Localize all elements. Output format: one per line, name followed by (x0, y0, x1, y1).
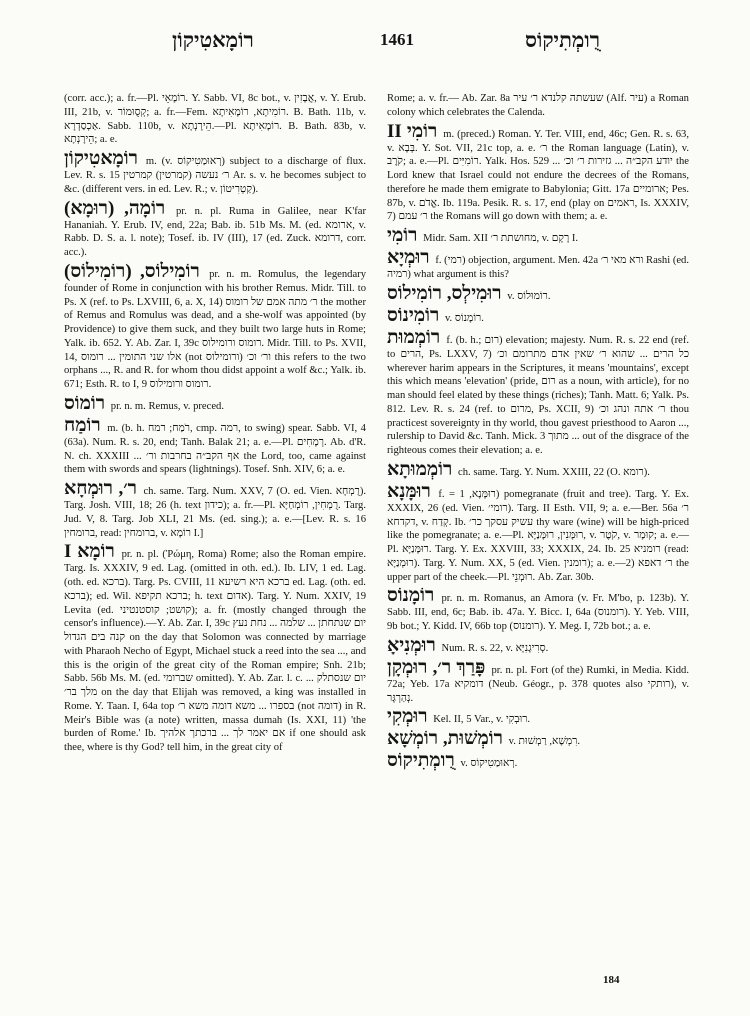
dictionary-entry (387, 482, 689, 585)
entry-headword: רוֹמָנוֹס (387, 585, 435, 607)
entry-headword: רוֹמוֹס (64, 392, 106, 414)
entry-definition: m. (preced.) Roman. Y. Ter. VIII, end, 46c; Gen. R. s. 63, v. בְּבָא. Y. Sot. VII, 21c top, a. e. ר׳ the Roman language (Latin), v. קֹרֶב; a. e.—Pl. רוֹמִיִּים. Yalk. Hos. 529 ... יודע הקב״ה ... גזירות ר׳ וכ׳ the Lord knew that Israel could not endure the decrees of the Romans, therefore he made them emigrate to Babylonia; Gitt. 17a ארומיים; Pes. 87b, v. אֱדֹם. Ib. 119a. Pesik. R. s. 17, end (play on ראמים, Is. XXXIV, 7) ר׳ עמם the Romans will go down with them; a. e. (387, 128, 690, 223)
dictionary-entry (387, 226, 689, 246)
entry-headword: פָּרַךְ ר׳, רוּמְקָן (387, 656, 486, 678)
entry-definition: pr. n. m. Romanus, an Amora (v. Fr. M'bo, p. 123b). Y. Sabb. III, end, 6c; Bab. ib. 47a. Y. Bicc. I, 64a (רומנוס). Y. Yeb. VIII, 9b bot.; Y. Kidd. IV, 66b top (רומנוס). Y. Meg. I, 72b bot.; a. e. (387, 593, 690, 632)
dictionary-entry (387, 636, 689, 656)
dictionary-entry (387, 586, 689, 634)
entry-headword: רוֹמָאטִיקוֹן (64, 148, 138, 169)
entry-definition: (corr. acc.); a. fr.—Pl. רוֹמָאֵי. Y. Sabb. VI, 8c bot., v. אֲבָזִין, v. Y. Erub. III, 21b, v. קְסֻוּמוֹר; a. fr.—Fem. רוֹמִיתָא, רוֹמָאִיתָא. B. Bath. 11b, v. אַכְסַדְרָא. Sabb. 110b, v. הֵירָנְתָא.—Pl. רוֹמָאִיתָא. B. Bath. 83b, v. הֵירָנְתָא; a. e. (64, 93, 367, 146)
entry-definition: f. (b. h.; רום) elevation; majesty. Num. R. s. 22 end (ref. to הרים, Ps. LXXV, 7) כל הרים ... שהוא ר׳ שאין אדם מתרומם וכ׳ wherever harim appears in the Scriptures, it means 'mountains', except this which means 'elevation' (pride, רום as a noun, with article), for no man should feel elated by these things (riches); Tanh. Matt. 6; Yalk. Ps. 812. Lev. R. s. 24 (ref. to מרום, Ps. XCII, 9) ר׳ אתה ונהג וכ׳ thou practicest sovereignty in thy world, thou gavest priesthood to Aaron ..., rulership to David &c. Tanh. Mick. 3 מתוך ... out of the disgrace of the righteous comes their elevation; a. e. (387, 334, 690, 456)
entry-headword: רוֹמָא I (64, 541, 115, 563)
entry-definition: v. רוֹמוּלוֹס. (507, 290, 551, 302)
entry-headword: רוּמְקִי (387, 706, 428, 728)
dictionary-entry (64, 479, 366, 540)
entry-headword: רוּמְיָא (387, 247, 430, 268)
entry-definition: v. רִמְשָׁא, רַמְשׁוּת. (508, 736, 580, 748)
page-header (60, 28, 690, 62)
page-number: 1461 (380, 30, 414, 49)
entry-definition: pr. n. m. Romulus, the legendary founder of Rome in conjunction with his brother Remus. Midr. Till. to Ps. X (ref. to Ps. LXVIII, 6, a. X, 14) ר׳ מתה אמם של רומוס the mother of Remus and Romulus was dead, and a she-wolf was appointed (by Providence) to give them suck, and they built two large huts in Rome; Yalk. ib. 652. Y. Ab. Zar. I, 39c רומוס ורומילוס. Midr. Till. to Ps. XVII, 14, אלו שני התומין ... רומוס (not ורומילוס) ור׳ וכ׳ this refers to the two orphans ..., R. and R. for whom thou didst appoint a wolf &c.; Yalk. ib. 671; Esth. R. to I, 9 רומוס ורומילוס. (64, 268, 367, 390)
entry-definition: Num. R. s. 22, v. סְרִיגָנִיָּא. (441, 642, 549, 654)
entry-definition: pr. n. m. Remus, v. preced. (110, 400, 224, 412)
entry-headword: רֻומְתִיקוֹס (387, 750, 455, 772)
entry-definition: Rome; a. v. fr.— Ab. Zar. 8a שעשתה קלנדא ר׳ עיר (Alf. עיר) a Roman colony which celebrates the Calenda. (387, 93, 689, 118)
dictionary-entry (64, 416, 366, 477)
entry-definition: Kel. II, 5 Var., v. רוּבְקִי. (433, 714, 531, 726)
entry-headword: רוֹמְמוּת (387, 326, 441, 348)
entry-headword: רוֹמְשׁוּת, רוֹמְשָׁא (387, 728, 503, 750)
entry-headword: רוֹמַח (64, 414, 101, 436)
dictionary-entry (387, 248, 689, 282)
dictionary-entry (64, 394, 366, 414)
dictionary-entry (387, 328, 689, 458)
dictionary-entry (387, 729, 689, 749)
entry-definition: f. (רמי) objection, argument. Men. 42a ורא מאי ר׳ Rashi (ed. רמיה) what argument is this? (387, 255, 690, 280)
entry-headword: רוֹמִי II (387, 120, 438, 142)
header-right-catchword: רֻומְתִיקוֹס (525, 28, 601, 52)
entry-definition: v. רוֹמָנוֹס. (444, 312, 484, 324)
dictionary-entry (64, 199, 366, 260)
entry-headword: רוּמָּנָא (387, 480, 431, 502)
dictionary-entry (387, 284, 689, 304)
dictionary-entry (387, 92, 689, 120)
entry-definition: f. = רוּמָּנָא, 1) pomegranate (fruit and tree). Targ. Y. Ex. XXXIX, 26 (ed. Vien. רומי׳). Targ. II Esth. VII, 9; a. e.—Ber. 56a ר׳ דקדחא, v. קְדַח. Ib. עשיק עסקך כר׳ thy ware (wine) will be high-priced like the pomegranate; a. e.—Pl. רוּמָּנִין, רוּמָּנַיָּא, v. קֹטֶר, v. קוּמָר; a. e.—Pl. רוּמָּנַיָּא. Targ. Y. Ex. XXVIII, 33; XXXIX, 24. Ib. 25 רומניא (read: רוּמְנַיָּא). Targ. Y. Num. XX, 5 (ed. Vien. רומנין); a. e.—2) ר׳ דאפא the upper part of the cheek.—Pl. רוּמְנֵי. Ab. Zar. 30b. (387, 488, 690, 583)
entry-headword: רוֹמִי (387, 225, 418, 246)
dictionary-entry (387, 658, 689, 706)
entry-headword: ר׳, רוּמְחָא (64, 478, 137, 499)
right-column (387, 92, 689, 773)
entry-headword: רוֹמְמוּתָא (387, 458, 453, 480)
header-left-catchword: רוֹמָאטִיקוֹן (172, 28, 254, 52)
signature-number: 184 (603, 974, 620, 986)
entry-headword: רוּמִילְס, רוֹמִילוֹס (387, 282, 502, 304)
dictionary-entry (64, 92, 366, 147)
dictionary-entry (387, 122, 689, 225)
entry-definition: m. (v. רְאוּמַטִיקוֹס) subject to a discharge of flux. Lev. R. s. 15 ר׳ נעשה (קמרטין) קמרטין Ar. s. v. he becomes subject to &c. (different vers. in ed. Lev. R.; v. קַטְרִיטוֹן). (64, 156, 367, 195)
dictionary-entry (387, 751, 689, 771)
entry-definition: pr. n. pl. (Ῥώμη, Roma) Rome; also the Roman empire. Targ. Is. XXXIV, 9 ed. Lag. (omitted in oth. ed.). Ib. LIV, 1 ed. Lag. (oth. ed. ברכא). Targ. Ps. CVIII, 11 ברכא היא רשיעא ed. Lag. (oth. ed. ברכא); ed. Wil. ברכא תקיפא; h. text אדום). Targ. Y. Num. XXIV, 19 Levita (ed. קושט; קוסטנטיני); a. fr. (mostly changed through the censor's influence).—Y. Ab. Zar. I, 39c יום שנתחתן ... שלמה ... נחת נעץ קנה בים הגדול on the day that Solomon was connected by marriage with Pharaoh Necho of Egypt, Michael stuck a reed into the sea ..., and this is the origin of the great city of the Roman empire; Snh. 21b; Sabb. 56b Ms. M. (ed. שברומי omitted). Y. Ab. Zar. l. c. יום שנסתלק ... מלך בר׳ on the day that Elijah was removed, a king was installed in Rome. Y. Taan. I, 64a top בספרו ... משא דומה משא ר׳ (not דומה) in R. Meir's Bible was (a note) written, massa dumah (Is. XXI, 11) 'the burden of Rome.' Ib. אם יאמר לך ... ברכתך אלהיך if one should ask thee, where is thy God? tell him, in the great city of (64, 549, 367, 753)
entry-definition: ch. same. Targ. Y. Num. XXIII, 22 (O. רומא). (458, 466, 650, 478)
entry-definition: ch. same. Targ. Num. XXV, 7 (O. ed. Vien. רֻמְחָא). Targ. Josh. VIII, 18; 26 (h. text כידון); a. fr.—Pl. רֻמְחִין, רוֹמְחַיָּא. Targ. Jud. V, 8. Targ. Job XLI, 21 Ms. (ed. sing.); a. e.—[Lev. R. s. 16 ברומחין, read: ברומחין, v. רוֹמָא I.] (64, 486, 366, 539)
entry-headword: רוֹמָה, (רוּמָא) (64, 197, 166, 219)
entry-headword: רוּמְנִיאָ (387, 634, 436, 656)
entry-definition: m. (b. h. רֹמַח; רמח, cmp. רמה, to swing) spear. Sabb. VI, 4 (63a). Num. R. s. 20, end; Tanh. Balak 21; a. e.—Pl. רְמָחִים. Ab. d'R. N. ch. XXXIII ... אף הקב״ה בחרבות ור׳ the Lord, too, came against them with swords and spears (lightnings). Tosef. Snh. XIV, 6; a. e. (64, 422, 366, 476)
dictionary-entry (64, 149, 366, 197)
dictionary-entry (387, 707, 689, 727)
entry-headword: רוֹמִילוֹס, (רוֹמִילוֹס) (64, 260, 200, 282)
dictionary-entry (64, 542, 366, 755)
left-column (64, 92, 366, 757)
entry-definition: pr. n. pl. Ruma in Galilee, near K'far Hananiah. Y. Erub. IV, end, 22a; Bab. ib. 51b Ms. M. (ed. ארומא, v. Rabb. D. S. a. l. note); Tosef. ib. IV (III), 17 (ed. Zuck. דרומא, corr. acc.). (64, 205, 366, 258)
entry-headword: רוֹמִינוֹס (387, 304, 440, 326)
dictionary-entry (64, 262, 366, 392)
entry-definition: v. רְאוּמַטִיקוֹס. (460, 758, 518, 770)
dictionary-entry (387, 460, 689, 480)
entry-definition: Midr. Sam. XII מחושתת ר׳, v. רָקָם I. (423, 233, 578, 244)
dictionary-entry (387, 306, 689, 326)
entry-definition: pr. n. pl. Fort (of the) Rumki, in Media. Kidd. 72a; Yeb. 17a דומקיא (Neub. Géogr., p. 378 quotes also רותקי), v. נְהַרְגָּר. (387, 664, 689, 704)
